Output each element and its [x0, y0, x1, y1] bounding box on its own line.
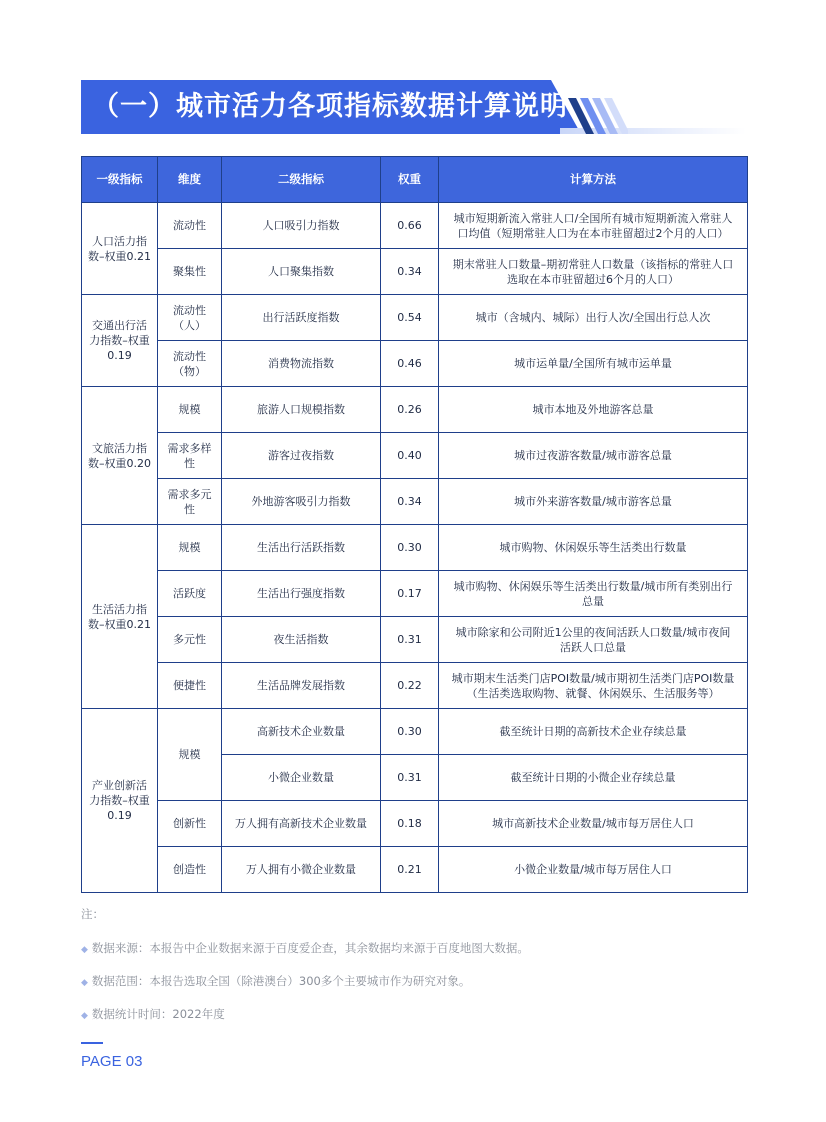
table-row	[82, 617, 748, 663]
level2-indicator: 旅游人口规模指数	[222, 387, 381, 433]
stripes-decoration	[568, 98, 628, 134]
level2-indicator: 消费物流指数	[222, 341, 381, 387]
method-cell: 城市短期新流入常驻人口/全国所有城市短期新流入常驻人口均值（短期常驻人口为在本市驻留超过2个月的人口）	[439, 203, 748, 249]
level1-indicator: 交通出行活力指数–权重0.19	[82, 295, 158, 387]
weight-cell: 0.30	[381, 525, 439, 571]
note-text: 数据范围：本报告选取全国（除港澳台）300多个主要城市作为研究对象。	[91, 974, 471, 988]
note-item	[81, 973, 470, 989]
weight-cell: 0.34	[381, 479, 439, 525]
level2-indicator: 生活出行强度指数	[222, 571, 381, 617]
col-header-dimension: 维度	[158, 157, 222, 203]
level2-indicator: 生活出行活跃指数	[222, 525, 381, 571]
dimension-cell: 流动性	[158, 203, 222, 249]
dimension-cell: 规模	[158, 525, 222, 571]
level1-indicator: 人口活力指数–权重0.21	[82, 203, 158, 295]
weight-cell: 0.46	[381, 341, 439, 387]
table-row	[82, 847, 748, 893]
note-text: 数据统计时间：2022年度	[91, 1007, 225, 1021]
method-cell: 期末常驻人口数量–期初常驻人口数量（该指标的常驻人口选取在本市驻留超过6个月的人口）	[439, 249, 748, 295]
note-item	[81, 1006, 225, 1022]
weight-cell: 0.22	[381, 663, 439, 709]
level2-indicator: 万人拥有小微企业数量	[222, 847, 381, 893]
col-header-weight: 权重	[381, 157, 439, 203]
weight-cell: 0.31	[381, 617, 439, 663]
method-cell: 城市购物、休闲娱乐等生活类出行数量	[439, 525, 748, 571]
weight-cell: 0.30	[381, 709, 439, 755]
table-row	[82, 663, 748, 709]
table-row	[82, 433, 748, 479]
table-row	[82, 387, 748, 433]
table-row	[82, 801, 748, 847]
bullet-diamond-icon: ◆	[81, 1011, 88, 1021]
table-row	[82, 525, 748, 571]
dimension-cell: 流动性（人）	[158, 295, 222, 341]
bullet-diamond-icon: ◆	[81, 945, 88, 955]
weight-cell: 0.40	[381, 433, 439, 479]
level2-indicator: 人口吸引力指数	[222, 203, 381, 249]
weight-cell: 0.21	[381, 847, 439, 893]
level1-indicator: 生活活力指数–权重0.21	[82, 525, 158, 709]
weight-cell: 0.18	[381, 801, 439, 847]
dimension-cell: 规模	[158, 709, 222, 801]
method-cell: 城市外来游客数量/城市游客总量	[439, 479, 748, 525]
method-cell: 小微企业数量/城市每万居住人口	[439, 847, 748, 893]
method-cell: 城市期末生活类门店POI数量/城市期初生活类门店POI数量（生活类选取购物、就餐、休闲娱乐、生活服务等）	[439, 663, 748, 709]
level2-indicator: 高新技术企业数量	[222, 709, 381, 755]
note-item	[81, 940, 529, 956]
method-cell: 城市高新技术企业数量/城市每万居住人口	[439, 801, 748, 847]
weight-cell: 0.34	[381, 249, 439, 295]
dimension-cell: 活跃度	[158, 571, 222, 617]
table-row	[82, 295, 748, 341]
dimension-cell: 创造性	[158, 847, 222, 893]
level1-indicator: 文旅活力指数–权重0.20	[82, 387, 158, 525]
method-cell: 城市运单量/全国所有城市运单量	[439, 341, 748, 387]
dimension-cell: 聚集性	[158, 249, 222, 295]
weight-cell: 0.17	[381, 571, 439, 617]
table-row	[82, 249, 748, 295]
level2-indicator: 人口聚集指数	[222, 249, 381, 295]
level1-indicator: 产业创新活力指数–权重0.19	[82, 709, 158, 893]
method-cell: 城市除家和公司附近1公里的夜间活跃人口数量/城市夜间活跃人口总量	[439, 617, 748, 663]
col-header-level2: 二级指标	[222, 157, 381, 203]
dimension-cell: 多元性	[158, 617, 222, 663]
weight-cell: 0.54	[381, 295, 439, 341]
dimension-cell: 需求多样性	[158, 433, 222, 479]
dimension-cell: 需求多元性	[158, 479, 222, 525]
method-cell: 截至统计日期的高新技术企业存续总量	[439, 709, 748, 755]
col-header-level1: 一级指标	[82, 157, 158, 203]
notes-heading: 注：	[81, 907, 104, 921]
level2-indicator: 生活品牌发展指数	[222, 663, 381, 709]
level2-indicator: 外地游客吸引力指数	[222, 479, 381, 525]
weight-cell: 0.31	[381, 755, 439, 801]
dimension-cell: 便捷性	[158, 663, 222, 709]
page-number-rule	[81, 1042, 103, 1044]
level2-indicator: 万人拥有高新技术企业数量	[222, 801, 381, 847]
dimension-cell: 流动性（物）	[158, 341, 222, 387]
note-text: 数据来源：本报告中企业数据来源于百度爱企查，其余数据均来源于百度地图大数据。	[91, 941, 529, 955]
col-header-method: 计算方法	[439, 157, 748, 203]
weight-cell: 0.66	[381, 203, 439, 249]
method-cell: 城市本地及外地游客总量	[439, 387, 748, 433]
bullet-diamond-icon: ◆	[81, 978, 88, 988]
method-cell: 城市购物、休闲娱乐等生活类出行数量/城市所有类别出行总量	[439, 571, 748, 617]
table-header-row	[82, 157, 748, 203]
table-row	[82, 341, 748, 387]
dimension-cell: 创新性	[158, 801, 222, 847]
table-row	[82, 571, 748, 617]
indicator-table	[81, 156, 748, 893]
level2-indicator: 出行活跃度指数	[222, 295, 381, 341]
table-row	[82, 203, 748, 249]
method-cell: 城市（含城内、城际）出行人次/全国出行总人次	[439, 295, 748, 341]
method-cell: 截至统计日期的小微企业存续总量	[439, 755, 748, 801]
weight-cell: 0.26	[381, 387, 439, 433]
level2-indicator: 小微企业数量	[222, 755, 381, 801]
table-row	[82, 709, 748, 755]
level2-indicator: 游客过夜指数	[222, 433, 381, 479]
method-cell: 城市过夜游客数量/城市游客总量	[439, 433, 748, 479]
page-number: PAGE 03	[81, 1053, 143, 1070]
dimension-cell: 规模	[158, 387, 222, 433]
table-row	[82, 479, 748, 525]
level2-indicator: 夜生活指数	[222, 617, 381, 663]
page-title: （一）城市活力各项指标数据计算说明	[92, 91, 568, 122]
